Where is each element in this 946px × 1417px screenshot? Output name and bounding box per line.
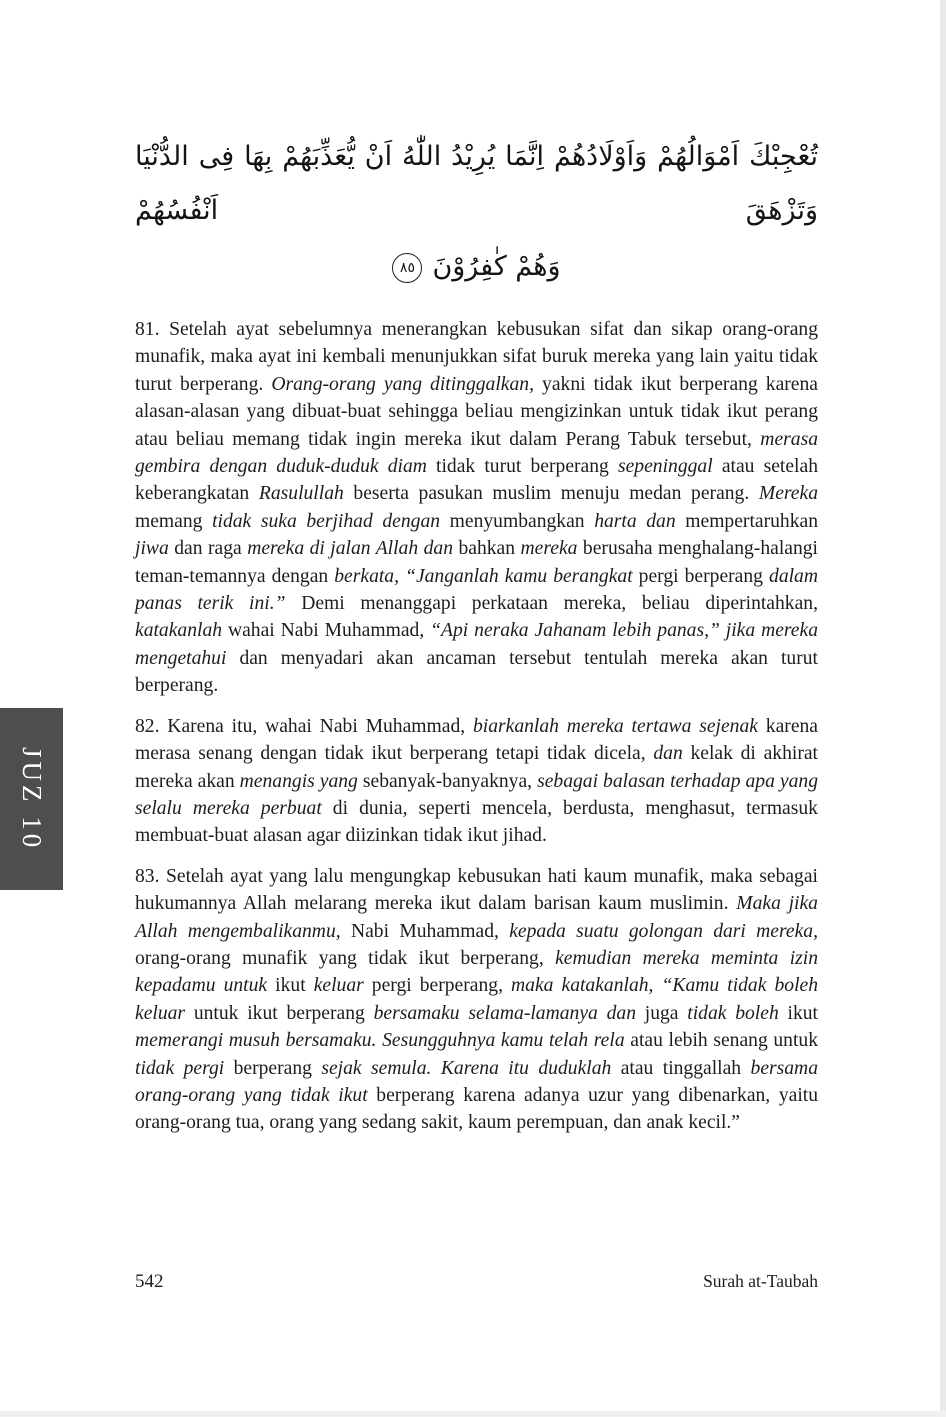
juz-tab-label: JUZ 10: [17, 746, 47, 852]
tafsir-text: ikut: [267, 975, 314, 997]
tafsir-text: yakni tidak ikut berperang karena alasan-alasan yang dibuat-buat sehingga beliau mengizinkan untuk tidak ikut perang atau beliau memang tidak ingin mereka ikut dalam Perang Tabuk tersebut,: [135, 373, 818, 450]
tafsir-text: pergi berperang,: [363, 975, 512, 997]
tafsir-text: kelak di akhirat mereka akan: [135, 743, 818, 792]
tafsir-text-italic: bersama orang-orang yang tidak ikut: [135, 1057, 819, 1106]
page-edge-right: [940, 0, 946, 1417]
tafsir-text-italic: maka katakanlah, “Kamu tidak boleh keluar: [135, 975, 819, 1024]
tafsir-text: atau tinggallah: [611, 1057, 751, 1079]
tafsir-text: untuk ikut berperang: [185, 1002, 374, 1024]
tafsir-paragraph: [135, 713, 818, 850]
tafsir-text: mempertaruhkan: [675, 510, 818, 532]
tafsir-text: menyumbangkan: [440, 510, 595, 532]
arabic-verse-line-2: [135, 240, 818, 294]
tafsir-text-italic: memerangi musuh bersamaku. Sesungguhnya kamu telah rela: [135, 1030, 625, 1052]
tafsir-text-italic: kepada suatu golongan dari mereka,: [509, 920, 818, 942]
tafsir-text-italic: sepeninggal: [617, 456, 713, 478]
tafsir-text: wahai Nabi Muhammad,: [222, 620, 431, 642]
tafsir-text: bahkan: [453, 538, 521, 560]
tafsir-text-italic: biarkanlah mereka tertawa sejenak: [472, 715, 758, 737]
tafsir-text: berperang: [224, 1057, 322, 1079]
tafsir-text-italic: bersamaku selama-lamanya dan: [373, 1002, 636, 1024]
tafsir-text: 82. Karena itu, wahai Nabi Muhammad,: [135, 715, 473, 737]
tafsir-text: berperang karena adanya uzur yang dibenarkan, yaitu orang-orang tua, orang yang sedang sakit, kaum perempuan, dan anak kecil.”: [135, 1084, 819, 1134]
tafsir-text-italic: merasa gembira dengan duduk-duduk diam: [135, 428, 818, 478]
tafsir-text: 81. Setelah ayat sebelumnya menerangkan kebusukan sifat dan sikap orang-orang munafik, maka ayat ini kembali menunjukkan sifat buruk mereka yang lain yaitu tidak turut berperang.: [135, 319, 818, 395]
tafsir-text-italic: “Api neraka Jahanam lebih panas,” jika mereka mengetahui: [135, 620, 818, 669]
tafsir-text-italic: harta dan: [594, 510, 676, 532]
tafsir-text-italic: keluar: [313, 975, 364, 997]
tafsir-text-italic: katakanlah: [135, 620, 223, 642]
tafsir-text: 83. Setelah ayat yang lalu mengungkap kebusukan hati kaum munafik, maka sebagai hukumannya Allah melarang mereka ikut dalam barisan kaum muslimin.: [135, 865, 818, 915]
tafsir-text: atau setelah keberangkatan: [135, 456, 818, 505]
tafsir-text: karena merasa senang dengan tidak ikut berperang tetapi tidak dicela,: [135, 715, 819, 765]
tafsir-text: sebanyak-banyaknya,: [357, 770, 538, 792]
tafsir-text-italic: tidak suka berjihad dengan: [212, 510, 441, 532]
page-footer: [135, 1271, 818, 1293]
juz-tab: [0, 708, 63, 890]
tafsir-paragraphs: [135, 316, 818, 1137]
tafsir-text-italic: Maka jika Allah mengembalikanmu,: [135, 893, 818, 942]
ayah-number-marker: [392, 253, 422, 283]
tafsir-text: ikut: [778, 1002, 818, 1024]
tafsir-text-italic: dan: [653, 743, 683, 765]
tafsir-text: memang: [135, 510, 213, 532]
tafsir-text-italic: menangis yang: [239, 770, 358, 792]
tafsir-text: dan menyadari akan ancaman tersebut tentulah mereka akan turut berperang.: [135, 647, 818, 697]
surah-name: Surah at-Taubah: [703, 1271, 818, 1291]
tafsir-text-italic: jiwa: [135, 538, 169, 560]
tafsir-text-italic: tidak boleh: [687, 1002, 779, 1024]
tafsir-text-italic: tidak pergi: [135, 1057, 225, 1079]
tafsir-text: Demi menanggapi perkataan mereka, beliau diperintahkan,: [285, 593, 818, 615]
tafsir-text: orang-orang munafik yang tidak ikut berperang,: [135, 947, 556, 969]
tafsir-text: dan raga: [168, 538, 248, 560]
page-number: 542: [135, 1271, 164, 1292]
tafsir-paragraph: [135, 863, 818, 1137]
tafsir-text: tidak turut berperang: [426, 456, 618, 478]
arabic-verse-line-1: تُعْجِبْكَ اَمْوَالُهُمْ وَاَوْلَادُهُمْ اِنَّمَا يُرِيْدُ اللّٰهُ اَنْ يُّعَذِّبَهُمْ بِهَا فِى الدُّنْيَا وَتَزْهَقَ اَنْفُسُهُمْ: [135, 141, 818, 226]
tafsir-text: beserta pasukan muslim menuju medan perang.: [343, 483, 759, 505]
tafsir-text-italic: kemudian mereka meminta izin kepadamu untuk: [135, 947, 818, 997]
tafsir-text-italic: sebagai balasan terhadap apa yang selalu mereka perbuat: [135, 770, 818, 819]
tafsir-text-italic: Mereka: [758, 483, 818, 505]
tafsir-text-italic: Rasulullah: [258, 483, 344, 505]
tafsir-text-italic: Orang-orang yang ditinggalkan,: [271, 373, 534, 395]
arabic-verse-line-2-text: وَهُمْ كٰفِرُوْنَ: [432, 251, 561, 282]
arabic-verse: [135, 130, 818, 294]
ayah-number: ٨٥: [399, 259, 415, 276]
tafsir-text: Nabi Muhammad,: [340, 920, 510, 942]
tafsir-text-italic: mereka: [520, 538, 578, 560]
tafsir-text: juga: [636, 1002, 688, 1024]
page-edge-bottom: [0, 1411, 946, 1417]
tafsir-text-italic: dalam panas terik ini.”: [135, 565, 818, 615]
page-content: [135, 130, 818, 1150]
tafsir-paragraph: [135, 316, 818, 700]
tafsir-text: berusaha menghalang-halangi teman-temannya dengan: [135, 538, 818, 587]
tafsir-text-italic: mereka di jalan Allah dan: [247, 538, 453, 560]
tafsir-text: atau lebih senang untuk: [624, 1030, 818, 1052]
tafsir-text: pergi berperang: [632, 565, 770, 587]
tafsir-text-italic: berkata, “Janganlah kamu berangkat: [334, 565, 633, 587]
tafsir-text: di dunia, seperti mencela, berdusta, menghasut, termasuk membuat-buat alasan agar diizinkan tidak ikut jihad.: [135, 797, 818, 847]
tafsir-text-italic: sejak semula. Karena itu duduklah: [321, 1057, 612, 1079]
